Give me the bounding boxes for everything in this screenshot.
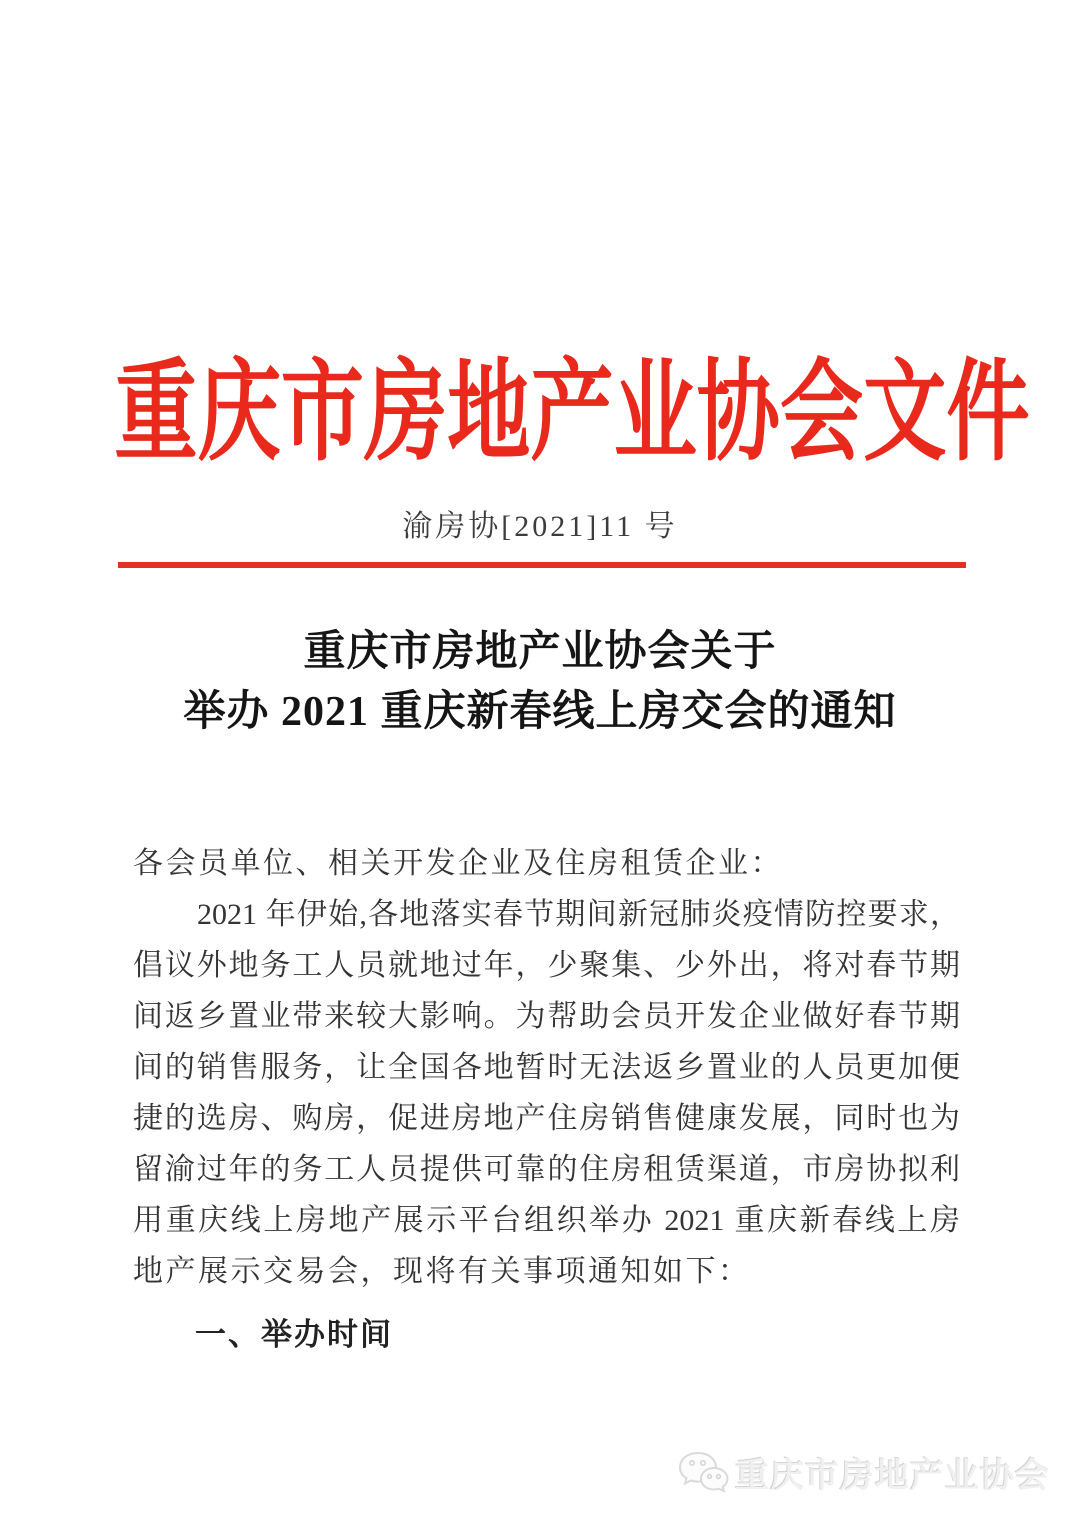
body-paragraph-line: 地产展示交易会，现将有关事项通知如下： [133,1255,751,1288]
document-title-line1: 重庆市房地产业协会关于 [303,629,777,675]
section-heading: 一、举办时间 [195,1317,393,1352]
body-paragraph-line: 留渝过年的务工人员提供可靠的住房租赁渠道，市房协拟利 [133,1153,960,1186]
salutation: 各会员单位、相关开发企业及住房租赁企业： [133,847,783,880]
document-title [0,622,1080,742]
document-body [0,838,1080,1360]
watermark [677,1448,1050,1497]
body-paragraph-line: 间返乡置业带来较大影响。为帮助会员开发企业做好春节期 [133,1000,960,1033]
red-divider-line [118,562,966,568]
body-paragraph-line: 间的销售服务，让全国各地暂时无法返乡置业的人员更加便 [133,1051,960,1084]
document-number: 渝房协[2021]11 号 [402,510,678,543]
wechat-icon [677,1450,729,1496]
body-paragraph-line: 捷的选房、购房，促进房地产住房销售健康发展，同时也为 [133,1102,960,1135]
body-paragraph-line: 2021 年伊始,各地落实春节期间新冠肺炎疫情防控要求， [197,898,960,931]
body-paragraph-line: 用重庆线上房地产展示平台组织举办 2021 重庆新春线上房 [133,1204,960,1237]
watermark-text: 重庆市房地产业协会 [735,1457,1050,1495]
body-paragraph-line: 倡议外地务工人员就地过年，少聚集、少外出，将对春节期 [133,949,960,982]
document-title-line2: 举办 2021 重庆新春线上房交会的通知 [183,689,897,735]
letterhead-org-title-text: 重庆市房地产业协会文件 [114,352,1030,475]
letterhead-org-title [0,348,1080,480]
